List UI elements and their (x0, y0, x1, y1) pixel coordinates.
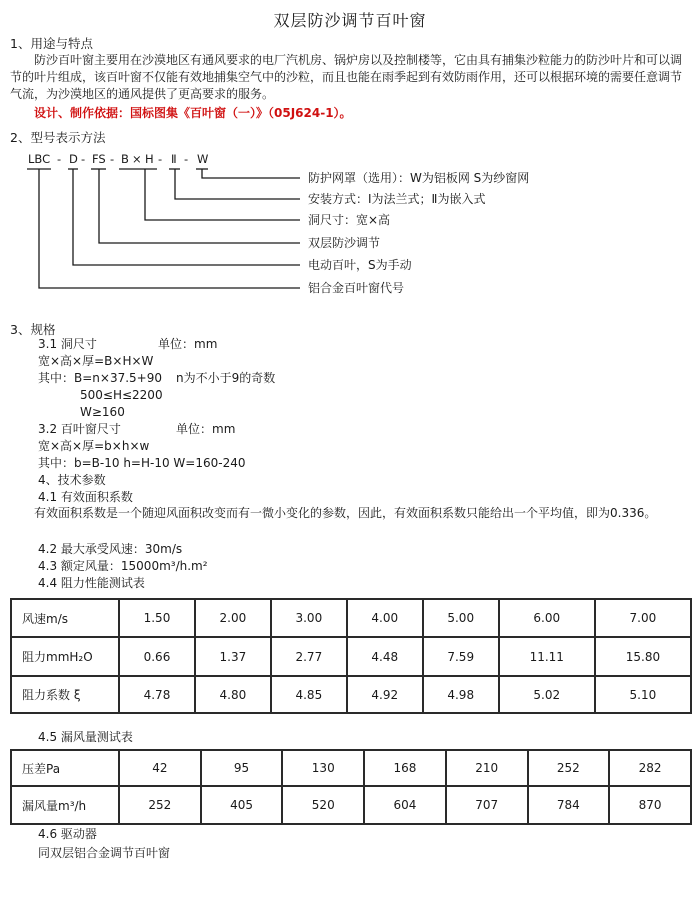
code-label-w: 防护网罩（选用）：W为铝板网 S为纱窗网 (308, 171, 530, 185)
code-b: B (121, 152, 129, 166)
code-dash-5: - (184, 152, 189, 166)
code-dash-1: - (57, 152, 62, 166)
section-1-heading: 1、用途与特点 (10, 36, 93, 51)
code-times: × (132, 152, 142, 166)
table-cell: 2.77 (271, 637, 347, 676)
code-label-fs: 双层防沙调节 (308, 236, 381, 250)
code-dash-4: - (158, 152, 163, 166)
table-cell: 168 (364, 750, 446, 786)
table-cell: 1.37 (195, 637, 271, 676)
table-cell: 5.02 (499, 676, 595, 713)
spec-4-5: 4.5 漏风量测试表 (38, 730, 133, 744)
design-basis: 设计、制作依据：国标图集《百叶窗（一）》（05J624-1）。 (34, 106, 352, 120)
table-row (11, 750, 691, 786)
table-cell: 4.85 (271, 676, 347, 713)
spec-4-6-body: 同双层铝合金调节百叶窗 (38, 846, 171, 860)
table-cell: 7.59 (423, 637, 499, 676)
spec-4-6: 4.6 驱动器 (38, 827, 97, 841)
spec-4-1-body: 有效面积系数是一个随迎风面积改变而有一微小变化的参数，因此，有效面积系数只能给出一个平均值，即为0.336。 (34, 506, 657, 520)
code-dash-3: - (110, 152, 115, 166)
spec-3-2-title: 3.2 百叶窗尺寸 (38, 422, 121, 436)
table-cell: 0.66 (119, 637, 195, 676)
code-lbc: LBC (28, 152, 51, 166)
table-row (11, 599, 691, 637)
table-cell: 2.00 (195, 599, 271, 637)
table-cell: 1.50 (119, 599, 195, 637)
row-head-leakage: 漏风量m³/h (11, 786, 119, 824)
table-cell: 520 (282, 786, 364, 824)
row-head-resistance-coefficient: 阻力系数 ξ (11, 676, 119, 713)
spec-3-1-n: n为不小于9的奇数 (176, 371, 276, 385)
row-head-wind-speed: 风速m/s (11, 599, 119, 637)
code-dash-2: - (81, 152, 86, 166)
table-cell: 210 (446, 750, 528, 786)
code-w: W (197, 152, 209, 166)
table-cell: 95 (201, 750, 283, 786)
page-title: 双层防沙调节百叶窗 (273, 11, 427, 30)
table-cell: 11.11 (499, 637, 595, 676)
table-cell: 6.00 (499, 599, 595, 637)
spec-3-2-where: 其中：b=B-10 h=H-10 W=160-240 (38, 456, 246, 470)
table-cell: 42 (119, 750, 201, 786)
spec-3-1-w-range: W≥160 (80, 405, 125, 419)
code-d: D (69, 152, 78, 166)
table-cell: 130 (282, 750, 364, 786)
code-h: H (145, 152, 154, 166)
table-cell: 4.98 (423, 676, 499, 713)
spec-3-1-title: 3.1 洞尺寸 (38, 337, 97, 351)
spec-3-2-unit: 单位：mm (176, 422, 236, 436)
spec-3-2-formula: 宽×高×厚=b×h×w (38, 439, 150, 453)
table-cell: 405 (201, 786, 283, 824)
table-row (11, 676, 691, 713)
table-cell: 282 (609, 750, 691, 786)
code-roman-2: Ⅱ (171, 152, 177, 166)
model-code-diagram (0, 0, 700, 310)
table-cell: 604 (364, 786, 446, 824)
section-3-heading: 3、规格 (10, 322, 56, 337)
code-label-d: 电动百叶，S为手动 (308, 258, 412, 272)
code-fs: FS (92, 152, 106, 166)
table-cell: 4.00 (347, 599, 423, 637)
spec-3-1-formula: 宽×高×厚=B×H×W (38, 354, 154, 368)
row-head-resistance: 阻力mmH₂O (11, 637, 119, 676)
table-cell: 252 (119, 786, 201, 824)
table-row (11, 637, 691, 676)
section-2-heading: 2、型号表示方法 (10, 130, 106, 145)
table-cell: 4.48 (347, 637, 423, 676)
table-cell: 252 (528, 750, 610, 786)
table-cell: 5.10 (595, 676, 691, 713)
code-label-size: 洞尺寸：宽×高 (308, 213, 391, 227)
table-cell: 15.80 (595, 637, 691, 676)
row-head-pressure: 压差Pa (11, 750, 119, 786)
resistance-table (10, 598, 692, 714)
code-label-lbc: 铝合金百叶窗代号 (308, 281, 405, 295)
code-label-install: 安装方式：Ⅰ为法兰式；Ⅱ为嵌入式 (308, 192, 486, 206)
spec-3-1-where: 其中：B=n×37.5+90 (38, 371, 162, 385)
spec-4-2: 4.2 最大承受风速：30m/s (38, 542, 183, 556)
spec-4-1-title: 4.1 有效面积系数 (38, 490, 133, 504)
table-cell: 707 (446, 786, 528, 824)
table-cell: 4.80 (195, 676, 271, 713)
table-cell: 3.00 (271, 599, 347, 637)
table-cell: 4.92 (347, 676, 423, 713)
section-4-heading: 4、技术参数 (38, 473, 106, 487)
leakage-table (10, 749, 692, 825)
spec-3-1-unit: 单位：mm (158, 337, 218, 351)
spec-4-3: 4.3 额定风量：15000m³/h.m² (38, 559, 208, 573)
section-1-body: 防沙百叶窗主要用在沙漠地区有通风要求的电厂汽机房、锅炉房以及控制楼等，它由具有捕集沙粒能力的防沙叶片和可以调节的叶片组成，该百叶窗不仅能有效地捕集空气中的沙粒，而且也能在雨季起到有效防雨作用，还可以根据环境的需要任意调节气流，为沙漠地区的通风提供了更高要求的服务。 (10, 53, 683, 101)
table-cell: 870 (609, 786, 691, 824)
table-cell: 5.00 (423, 599, 499, 637)
table-cell: 4.78 (119, 676, 195, 713)
spec-3-1-h-range: 500≤H≤2200 (80, 388, 163, 402)
table-cell: 784 (528, 786, 610, 824)
spec-4-4: 4.4 阻力性能测试表 (38, 576, 145, 590)
table-row (11, 786, 691, 824)
table-cell: 7.00 (595, 599, 691, 637)
